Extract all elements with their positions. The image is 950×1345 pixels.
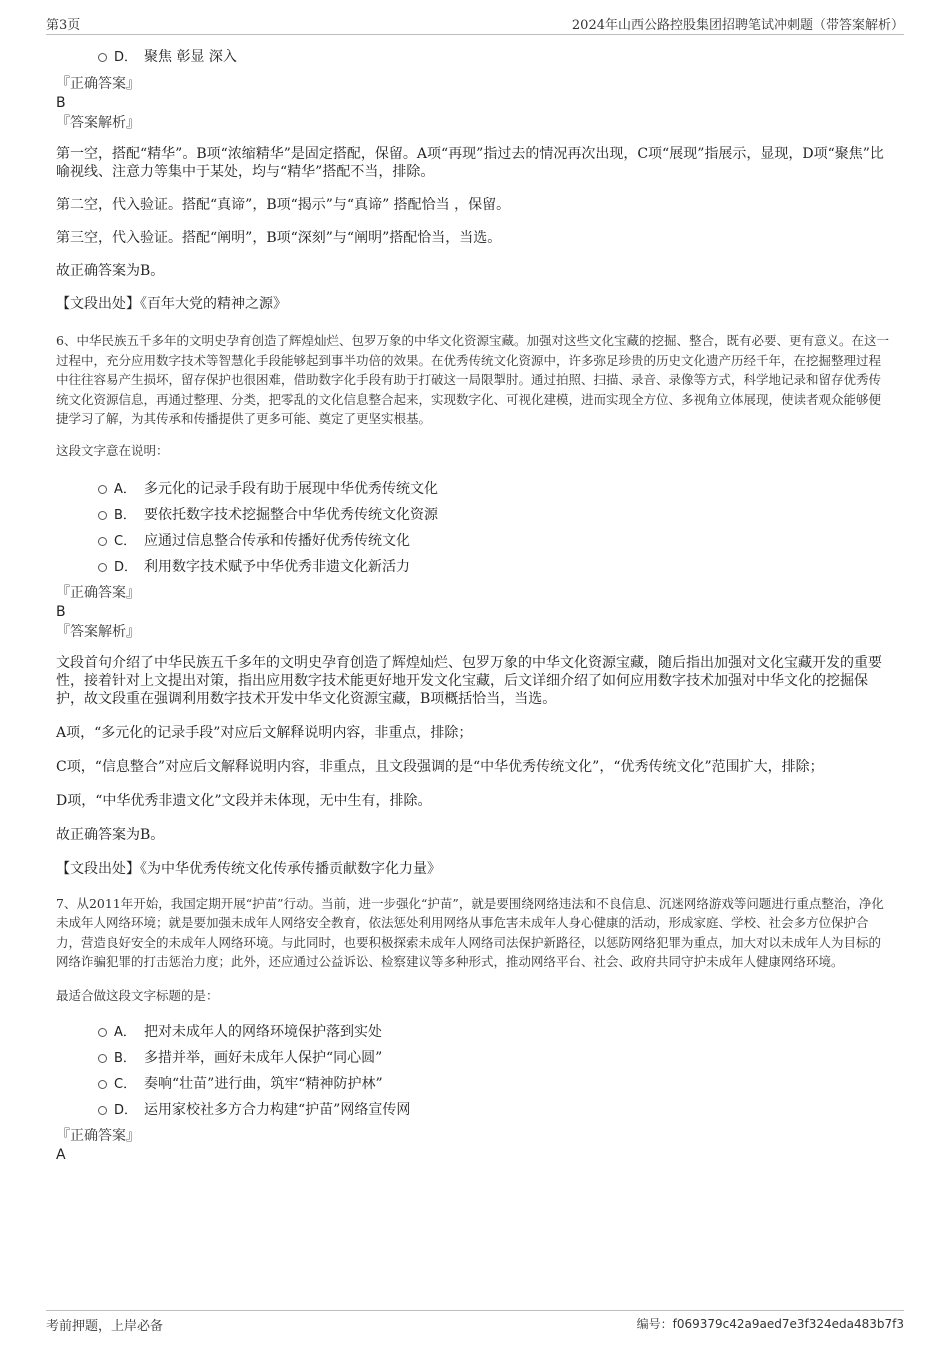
analysis-paragraph: C项，“信息整合”对应后文解释说明内容，非重点，且文段强调的是“中华优秀传统文化”，“优秀传统文化”范围扩大，排除； [56,758,824,775]
option-a[interactable]: A． 把对未成年人的网络环境保护落到实处 [56,1019,892,1045]
radio-icon[interactable] [98,1054,107,1063]
content [56,44,892,1165]
option-a[interactable]: A． 多元化的记录手段有助于展现中华优秀传统文化 [56,476,892,502]
option-b[interactable]: B． 要依托数字技术挖掘整合中华优秀传统文化资源 [56,502,892,528]
option-d[interactable]: D． 利用数字技术赋予中华优秀非遗文化新活力 [56,554,892,580]
answer-label: 『正确答案』 [56,1127,140,1144]
analysis-paragraph: 文段首句介绍了中华民族五千多年的文明史孕育创造了辉煌灿烂、包罗万象的中华文化资源宝藏，随后指出加强对文化宝藏开发的重要性，接着针对上文提出对策，指出应用数字技术能更好地开发文化宝藏，后文详细介绍了如何应用数字技术加强对中华文化的挖掘保护，故文段重在强调利用数字技术开发中华文化资源宝藏，B项概括恰当，当选。 [56,654,882,707]
page-number: 第3页 [46,18,81,33]
analysis-label: 『答案解析』 [56,115,140,131]
radio-icon[interactable] [98,563,107,572]
analysis-conclusion: 故正确答案为B。 [56,826,165,843]
option-b[interactable]: B． 多措并举，画好未成年人保护“同心圆” [56,1045,892,1071]
question-7-options [56,1019,892,1123]
option-d[interactable]: D． 运用家校社多方合力构建“护苗”网络宣传网 [56,1097,892,1123]
option-c[interactable]: C． 奏响“壮苗”进行曲，筑牢“精神防护林” [56,1071,892,1097]
source-citation: 【文段出处】《百年大党的精神之源》 [56,296,287,312]
radio-icon[interactable] [98,1106,107,1115]
document-id: 编号：f069379c42a9aed7e3f324eda483b7f3 [636,1317,904,1331]
footer-slogan: 考前押题，上岸必备 [46,1319,164,1334]
option-d[interactable]: D． 聚焦 彰显 深入 [56,44,892,70]
question-7-prompt: 最适合做这段文字标题的是： [56,987,219,1003]
answer-value: A [56,1146,66,1163]
page-footer [46,1310,904,1335]
question-6-text: 6、中华民族五千多年的文明史孕育创造了辉煌灿烂、包罗万象的中华文化资源宝藏。加强对这些文化宝藏的挖掘、整合，既有必要、更有意义。在这一过程中，充分应用数字技术等智慧化手段能够起到事半功倍的效果。在优秀传统文化资源中，许多弥足珍贵的历史文化遗产历经千年，在挖掘整理过程中往往容易产生损坏，留存保护也很困难，借助数字化手段有助于打破这一局限掣肘。通过拍照、扫描、录音、录像等方式，科学地记录和留存优秀传统文化资源信息，再通过整理、分类，把零乱的文化信息整合起来，实现数字化、可视化建模，进而实现全方位、多视角立体展现，使读者观众能够便捷学习了解，为其传承和传播提供了更多可能、奠定了更坚实根基。 [56,333,889,426]
option-c[interactable]: C． 应通过信息整合传承和传播好优秀传统文化 [56,528,892,554]
question-7-text: 7、从2011年开始，我国定期开展“护苗”行动。当前，进一步强化“护苗”，就是要围绕网络违法和不良信息、沉迷网络游戏等问题进行重点整治，净化未成年人网络环境；就是要加强未成年人网络安全教育，依法惩处利用网络从事危害未成年人身心健康的活动，形成家庭、学校、社会多方位保护合力，营造良好安全的未成年人网络环境。与此同时，也要积极探索未成年人网络司法保护新路径，以惩防网络犯罪为重点，加大对以未成年人为目标的网络诈骗犯罪的打击惩治力度；此外，还应通过公益诉讼、检察建议等多种形式，推动网络平台、社会、政府共同守护未成年人健康网络环境。 [56,895,884,969]
answer-value: B [56,603,66,620]
analysis-conclusion: 故正确答案为B。 [56,263,165,279]
analysis-paragraph: A项，“多元化的记录手段”对应后文解释说明内容，非重点，排除； [56,724,473,741]
answer-label: 『正确答案』 [56,584,140,601]
document-title: 2024年山西公路控股集团招聘笔试冲刺题（带答案解析） [571,18,904,33]
radio-icon[interactable] [98,53,107,62]
analysis-label: 『答案解析』 [56,623,140,640]
radio-icon[interactable] [98,511,107,520]
radio-icon[interactable] [98,1028,107,1037]
analysis-paragraph: 第三空，代入验证。搭配“阐明”，B项“深刻”与“阐明”搭配恰当，当选。 [56,230,502,246]
page-header [46,12,904,35]
analysis-paragraph: 第一空，搭配“精华”。B项“浓缩精华”是固定搭配，保留。A项“再现”指过去的情况再次出现，C项“展现”指展示，显现，D项“聚焦”比喻视线、注意力等集中于某处，均与“精华”搭配不当，排除。 [56,146,884,180]
question-6-prompt: 这段文字意在说明： [56,442,169,458]
source-citation: 【文段出处】《为中华优秀传统文化传承传播贡献数字化力量》 [56,860,441,877]
radio-icon[interactable] [98,537,107,546]
radio-icon[interactable] [98,1080,107,1089]
answer-value: B [56,95,66,111]
analysis-paragraph: 第二空，代入验证。搭配“真谛”，B项“揭示”与“真谛” 搭配恰当 ，保留。 [56,197,511,213]
radio-icon[interactable] [98,485,107,494]
analysis-paragraph: D项，“中华优秀非遗文化”文段并未体现，无中生有，排除。 [56,792,432,809]
question-6-options [56,476,892,580]
answer-label: 『正确答案』 [56,76,140,92]
